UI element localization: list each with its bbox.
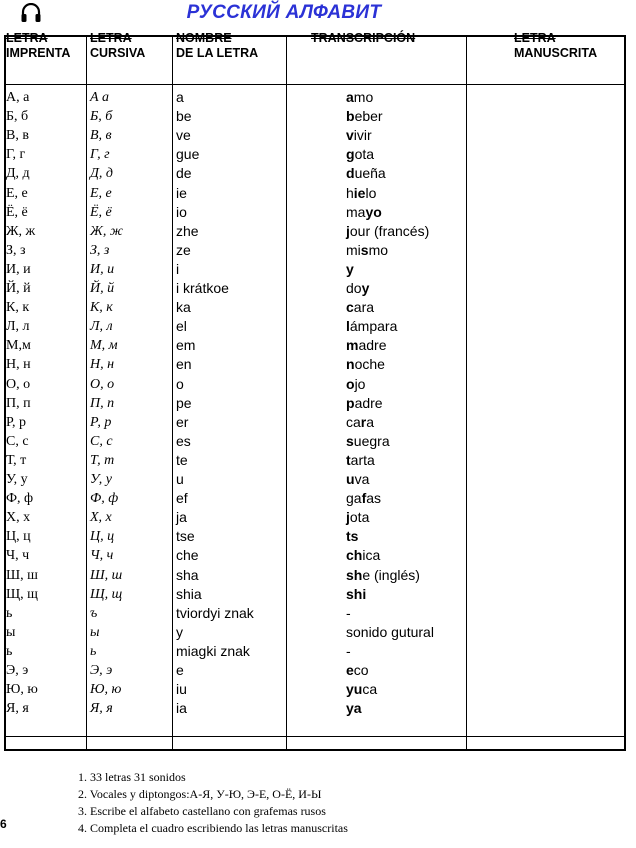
cell-transcripcion — [346, 375, 365, 394]
header-transcripcion: TRANSCRIPCIÓN — [311, 31, 416, 45]
cell-nombre: shia — [176, 585, 202, 602]
table-row — [6, 508, 624, 527]
cell-cursiva: П, п — [90, 395, 115, 411]
cell-nombre: u — [176, 471, 184, 487]
transcription-text: as — [366, 490, 382, 507]
cell-cursiva: У, у — [90, 472, 112, 487]
cell-transcripcion — [346, 126, 372, 145]
cell-transcripcion — [346, 317, 397, 336]
note-item: 3. Escribe el alfabeto castellano con grafemas rusos — [78, 804, 326, 818]
page-number: 6 — [0, 817, 7, 831]
table-row — [6, 317, 624, 336]
transcription-text: arta — [350, 451, 375, 468]
transcription-highlight: r — [360, 413, 367, 430]
cell-transcripcion — [346, 203, 382, 222]
cell-nombre: ie — [176, 184, 187, 201]
table-row — [6, 107, 624, 126]
cell-cursiva: З, з — [90, 242, 110, 258]
cell-nombre: i krátkoe — [176, 280, 229, 296]
cell-imprenta: Б, б — [6, 109, 29, 125]
transcription-text: adre — [354, 394, 383, 411]
transcription-highlight: f — [361, 490, 367, 507]
cell-transcripcion — [346, 164, 386, 183]
cell-nombre: ve — [176, 127, 191, 144]
cell-nombre: i — [176, 260, 180, 277]
transcription-text: ueña — [354, 165, 386, 182]
cell-transcripcion — [346, 642, 351, 661]
transcription-text: e (inglés) — [362, 566, 420, 583]
table-row — [6, 432, 624, 451]
cell-imprenta: ь — [6, 643, 13, 659]
transcription-text: h — [346, 184, 354, 201]
page-title: РУССКИЙ АЛФАВИТ — [186, 2, 382, 23]
transcription-highlight: sh — [346, 566, 363, 583]
table-row — [6, 680, 624, 699]
transcription-highlight: b — [346, 108, 355, 125]
transcription-text: mo — [353, 89, 374, 105]
cell-imprenta: А, а — [6, 90, 30, 105]
cell-transcripcion — [346, 107, 383, 126]
cell-nombre: en — [176, 356, 192, 373]
cell-cursiva: ь — [90, 643, 97, 659]
cell-imprenta: Ё, ё — [6, 204, 28, 220]
cell-imprenta: С, с — [6, 433, 29, 449]
cell-nombre: te — [176, 451, 188, 468]
cell-cursiva: Ч, ч — [90, 548, 114, 564]
transcription-highlight: j — [346, 509, 350, 526]
cell-transcripcion — [346, 489, 381, 508]
header-imprenta: LETRA IMPRENTA — [6, 31, 71, 60]
cell-imprenta: О, о — [6, 376, 31, 392]
cell-nombre: gue — [176, 146, 200, 163]
cell-transcripcion — [346, 470, 369, 489]
note-item: 2. Vocales y diptongos:А-Я, У-Ю, Э-Е, О-Ё, И-Ы — [78, 787, 322, 801]
cell-cursiva: Б, б — [90, 109, 113, 125]
table-row — [6, 260, 624, 279]
table-row — [6, 279, 624, 298]
transcription-text: uegra — [353, 432, 390, 449]
cell-cursiva: Й, й — [90, 281, 115, 296]
table-row — [6, 470, 624, 489]
transcription-text: oche — [354, 356, 385, 373]
transcription-text: do — [346, 280, 362, 296]
cell-cursiva: Я, я — [90, 701, 113, 717]
cell-nombre: a — [176, 89, 184, 105]
cell-transcripcion — [346, 413, 374, 432]
cell-imprenta: Л, л — [6, 319, 30, 335]
cell-imprenta: ы — [6, 624, 16, 640]
transcription-text: sonido gutural — [346, 623, 434, 640]
cell-transcripcion — [346, 298, 374, 317]
cell-imprenta: Ч, ч — [6, 548, 30, 564]
table-row — [6, 623, 624, 642]
table-row — [6, 336, 624, 355]
cell-nombre: miagki znak — [176, 642, 250, 659]
notes-list — [78, 769, 348, 837]
cell-cursiva: Г, г — [90, 147, 110, 163]
cell-cursiva: Ф, ф — [90, 491, 119, 507]
transcription-text: ara — [353, 299, 375, 316]
transcription-text: co — [353, 662, 369, 678]
table-row — [6, 126, 624, 145]
cell-imprenta: Э, э — [6, 663, 29, 678]
cell-transcripcion — [346, 566, 420, 585]
cell-transcripcion — [346, 355, 385, 374]
transcription-text: ivir — [353, 127, 372, 144]
cell-transcripcion — [346, 241, 388, 260]
cell-transcripcion — [346, 508, 369, 527]
cell-imprenta: Т, т — [6, 452, 27, 468]
cell-nombre: y — [176, 623, 183, 640]
cell-cursiva: Х, х — [90, 510, 112, 526]
transcription-highlight: s — [346, 432, 354, 449]
cell-nombre: io — [176, 203, 187, 220]
transcription-text: adre — [358, 337, 387, 354]
transcription-text: ica — [362, 547, 381, 564]
cell-cursiva: Ю, ю — [90, 682, 122, 698]
transcription-highlight: o — [346, 375, 355, 392]
cell-cursiva: Т, т — [90, 452, 115, 468]
header-manuscrita: LETRA MANUSCRITA — [514, 31, 598, 60]
cell-transcripcion — [346, 451, 375, 470]
cell-transcripcion — [346, 279, 369, 298]
cell-transcripcion — [346, 604, 351, 623]
cell-nombre: er — [176, 413, 189, 430]
transcription-highlight: ts — [346, 528, 359, 545]
transcription-highlight: t — [346, 451, 351, 468]
cell-imprenta: Ф, ф — [6, 491, 34, 507]
headphones-icon — [20, 3, 42, 23]
cell-transcripcion — [346, 699, 362, 718]
transcription-text: eber — [354, 108, 383, 125]
transcription-highlight: yo — [365, 203, 382, 220]
transcription-text: ca — [362, 681, 378, 698]
transcription-highlight: ie — [353, 184, 366, 201]
cell-nombre: ka — [176, 299, 191, 316]
cell-transcripcion — [346, 432, 390, 451]
alphabet-table — [4, 31, 626, 751]
cell-nombre: sha — [176, 566, 199, 583]
cell-imprenta: М,м — [6, 338, 31, 354]
cell-cursiva: Н, н — [90, 357, 115, 373]
table-row — [6, 604, 624, 623]
cell-nombre: ef — [176, 490, 188, 507]
transcription-highlight: u — [346, 471, 355, 487]
cell-cursiva: К, к — [90, 300, 113, 316]
cell-cursiva: М, м — [90, 338, 118, 354]
cell-nombre: pe — [176, 394, 192, 411]
note-item: 1. 33 letras 31 sonidos — [78, 770, 186, 784]
table-row — [6, 222, 624, 241]
cell-imprenta: ь — [6, 605, 13, 621]
table-row — [6, 661, 624, 680]
transcription-highlight: v — [346, 127, 354, 144]
table-row — [6, 546, 624, 565]
cell-imprenta: Ю, ю — [6, 682, 38, 698]
cell-imprenta: В, в — [6, 128, 29, 144]
cell-cursiva: Ё, ё — [90, 204, 112, 220]
transcription-text: ota — [349, 509, 370, 526]
transcription-text: our (francés) — [349, 222, 430, 239]
cell-transcripcion — [346, 184, 376, 203]
cell-imprenta: Я, я — [6, 701, 29, 717]
cell-transcripcion — [346, 394, 383, 413]
transcription-text: a — [366, 413, 375, 430]
cell-transcripcion — [346, 145, 374, 164]
transcription-highlight: a — [346, 89, 354, 105]
cell-cursiva: И, и — [90, 261, 115, 277]
cell-cursiva: С, с — [90, 433, 113, 449]
cell-cursiva: Ц, ц — [90, 529, 115, 545]
cell-nombre: be — [176, 108, 192, 125]
table-row — [6, 585, 624, 604]
cell-transcripcion — [346, 585, 366, 604]
cell-nombre: che — [176, 547, 199, 564]
table-row — [6, 413, 624, 432]
table-row — [6, 241, 624, 260]
cell-transcripcion — [346, 527, 358, 546]
cell-transcripcion — [346, 680, 377, 699]
cell-imprenta: Д, д — [6, 166, 30, 182]
transcription-text: jo — [354, 375, 366, 392]
table-row — [6, 394, 624, 413]
transcription-highlight: y — [346, 260, 354, 277]
transcription-highlight: l — [346, 318, 350, 335]
table-row — [6, 527, 624, 546]
table-row — [6, 164, 624, 183]
header-cursiva: LETRA CURSIVA — [90, 31, 146, 60]
cell-cursiva: Р, р — [90, 414, 112, 430]
cell-imprenta: Ж, ж — [6, 223, 36, 239]
table-row — [6, 203, 624, 222]
cell-imprenta: И, и — [6, 261, 31, 277]
transcription-highlight: s — [360, 241, 369, 258]
cell-imprenta: Г, г — [6, 147, 26, 163]
transcription-highlight: d — [346, 165, 355, 182]
note-item: 4. Completa el cuadro escribiendo las letras manuscritas — [78, 821, 348, 835]
transcription-highlight: yu — [346, 681, 363, 698]
cell-imprenta: Ш, ш — [6, 567, 38, 583]
transcription-highlight: m — [346, 337, 359, 354]
cell-nombre: tviordyi znak — [176, 604, 254, 621]
transcription-highlight: p — [346, 394, 355, 411]
cell-imprenta: У, у — [6, 472, 28, 487]
cell-nombre: zhe — [176, 222, 199, 239]
cell-cursiva: О, о — [90, 376, 115, 392]
table-row — [6, 489, 624, 508]
transcription-highlight: y — [361, 280, 370, 296]
transcription-highlight: g — [346, 146, 355, 163]
cell-cursiva: Ж, ж — [90, 223, 123, 239]
table-row — [6, 145, 624, 164]
transcription-text: ota — [354, 146, 375, 163]
transcription-highlight: shi — [346, 585, 367, 602]
cell-transcripcion — [346, 546, 380, 565]
table-row — [6, 375, 624, 394]
cell-cursiva: ъ — [90, 605, 98, 621]
cell-imprenta: К, к — [6, 300, 30, 316]
transcription-highlight: ya — [346, 700, 362, 717]
cell-cursiva: ы — [90, 624, 100, 640]
cell-nombre: tse — [176, 528, 195, 545]
cell-cursiva: Л, л — [90, 319, 113, 335]
cell-cursiva: Д, д — [90, 166, 113, 182]
transcription-text: ámpara — [349, 318, 398, 335]
cell-cursiva: Э, э — [90, 663, 113, 678]
cell-imprenta: Х, х — [6, 510, 31, 526]
transcription-text: lo — [365, 184, 377, 201]
cell-nombre: es — [176, 432, 191, 449]
cell-nombre: ja — [176, 509, 187, 526]
header-nombre: NOMBRE DE LA LETRA — [176, 31, 259, 60]
cell-transcripcion — [346, 260, 354, 279]
table-row — [6, 184, 624, 203]
cell-imprenta: П, п — [6, 395, 31, 411]
cell-nombre: ze — [176, 241, 191, 258]
table-row — [6, 566, 624, 585]
transcription-highlight: n — [346, 356, 355, 373]
transcription-text: mi — [346, 241, 361, 258]
table-row — [6, 699, 624, 718]
cell-imprenta: Н, н — [6, 357, 31, 373]
cell-cursiva: Е, е — [90, 185, 112, 201]
cell-imprenta: Щ, щ — [6, 586, 38, 602]
transcription-text: - — [346, 642, 351, 659]
cell-transcripcion — [346, 222, 429, 241]
cell-transcripcion — [346, 88, 373, 107]
transcription-text: ca — [346, 413, 361, 430]
cell-transcripcion — [346, 336, 386, 355]
table-row — [6, 451, 624, 470]
transcription-text: va — [354, 471, 370, 487]
cell-transcripcion — [346, 623, 434, 642]
transcription-highlight: c — [346, 299, 354, 316]
cell-cursiva: Щ, щ — [90, 586, 123, 602]
table-row — [6, 355, 624, 374]
transcription-text: ga — [346, 490, 362, 507]
cell-imprenta: Ц, ц — [6, 529, 31, 545]
transcription-text: - — [346, 604, 351, 621]
cell-nombre: de — [176, 165, 192, 182]
cell-cursiva: А а — [90, 90, 110, 105]
transcription-text: mo — [368, 241, 389, 258]
table-row — [6, 298, 624, 317]
cell-cursiva: В, в — [90, 128, 112, 144]
cell-nombre: ia — [176, 700, 187, 717]
cell-imprenta: Й, й — [6, 281, 31, 296]
cell-nombre: o — [176, 375, 184, 392]
cell-imprenta: З, з — [6, 242, 26, 258]
cell-nombre: em — [176, 337, 196, 354]
cell-cursiva: Ш, ш — [90, 567, 123, 583]
cell-transcripcion — [346, 661, 369, 680]
cell-nombre: e — [176, 662, 184, 678]
cell-imprenta: Е, е — [6, 185, 28, 201]
transcription-text: ma — [346, 203, 366, 220]
cell-nombre: iu — [176, 681, 187, 698]
cell-nombre: el — [176, 318, 187, 335]
transcription-highlight: ch — [346, 547, 363, 564]
table-row — [6, 88, 624, 107]
table-row — [6, 642, 624, 661]
transcription-highlight: j — [346, 222, 350, 239]
transcription-highlight: e — [346, 662, 354, 678]
cell-imprenta: Р, р — [6, 414, 27, 430]
